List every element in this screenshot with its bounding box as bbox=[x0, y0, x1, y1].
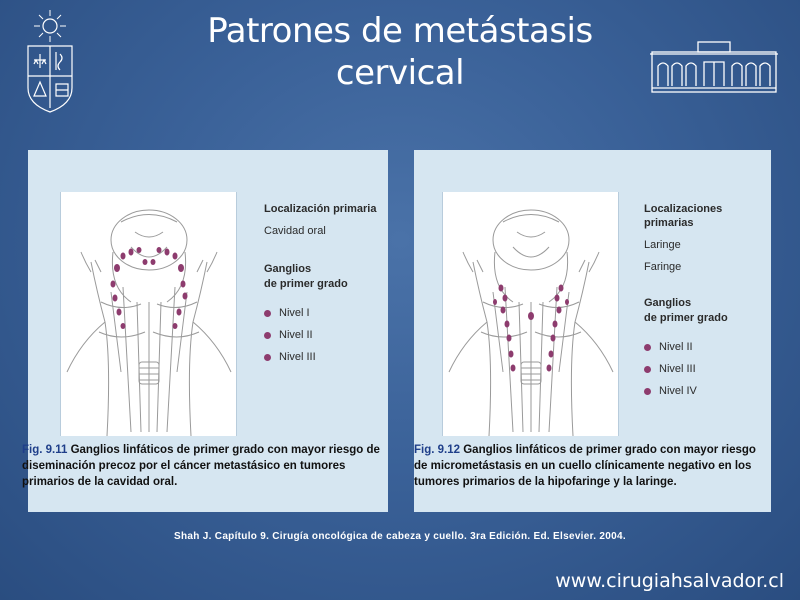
figure-number: Fig. 9.11 bbox=[22, 444, 68, 456]
legend-level-item: Nivel III bbox=[264, 346, 376, 368]
node-dot-icon bbox=[264, 332, 271, 339]
website-url: www.cirugiahsalvador.cl bbox=[555, 570, 784, 592]
legend-primary-site: Laringe bbox=[644, 239, 681, 251]
legend-nodes-title: Ganglios de primer grado bbox=[264, 263, 348, 290]
figure-caption-text: Ganglios linfáticos de primer grado con mayor riesgo de diseminación precoz por el cáncer metastásico en tumores primarios de la cavidad oral. bbox=[22, 444, 380, 488]
bibliographic-reference: Shah J. Capítulo 9. Cirugía oncológica de cabeza y cuello. 3ra Edición. Ed. Elsevier. 2004. bbox=[174, 531, 626, 542]
hospital-building-logo bbox=[650, 38, 778, 96]
figure-caption bbox=[414, 442, 766, 490]
legend-primary-title: Localizaciones primarias bbox=[644, 203, 723, 229]
figure-caption bbox=[22, 442, 386, 490]
figure-panel-larynx-pharynx bbox=[414, 150, 771, 512]
slide-title bbox=[180, 10, 620, 94]
legend-level-item: Nivel IV bbox=[644, 380, 771, 402]
node-dot-icon bbox=[644, 388, 651, 395]
figure-panel-oral-cavity bbox=[22, 150, 388, 512]
legend-level-item: Nivel II bbox=[644, 336, 771, 358]
title-line-1: Patrones de metástasis bbox=[207, 11, 593, 51]
node-dot-icon bbox=[644, 366, 651, 373]
figure-number: Fig. 9.12 bbox=[414, 444, 461, 456]
legend-level-item: Nivel III bbox=[644, 358, 771, 380]
legend-primary-site: Faringe bbox=[644, 261, 682, 273]
legend-levels bbox=[264, 302, 376, 368]
legend-level-item: Nivel I bbox=[264, 302, 376, 324]
figure-caption-text: Ganglios linfáticos de primer grado con mayor riesgo de micrometástasis en un cuello clínicamente negativo en los tumores primarios de la hipofaringe y la laringe. bbox=[414, 444, 756, 488]
title-line-2: cervical bbox=[335, 53, 465, 93]
neck-anatomy-illustration bbox=[442, 192, 619, 436]
legend-level-item: Nivel II bbox=[264, 324, 376, 346]
node-dot-icon bbox=[644, 344, 651, 351]
node-dot-icon bbox=[264, 310, 271, 317]
neck-anatomy-illustration bbox=[60, 192, 237, 436]
legend-nodes-title: Ganglios de primer grado bbox=[644, 297, 728, 324]
university-crest-logo bbox=[20, 8, 80, 113]
node-dot-icon bbox=[264, 354, 271, 361]
legend-levels bbox=[644, 336, 771, 402]
figure-legend bbox=[264, 202, 376, 368]
figure-legend bbox=[644, 202, 771, 402]
legend-primary-title: Localización primaria bbox=[264, 203, 377, 215]
legend-primary-site: Cavidad oral bbox=[264, 225, 326, 237]
